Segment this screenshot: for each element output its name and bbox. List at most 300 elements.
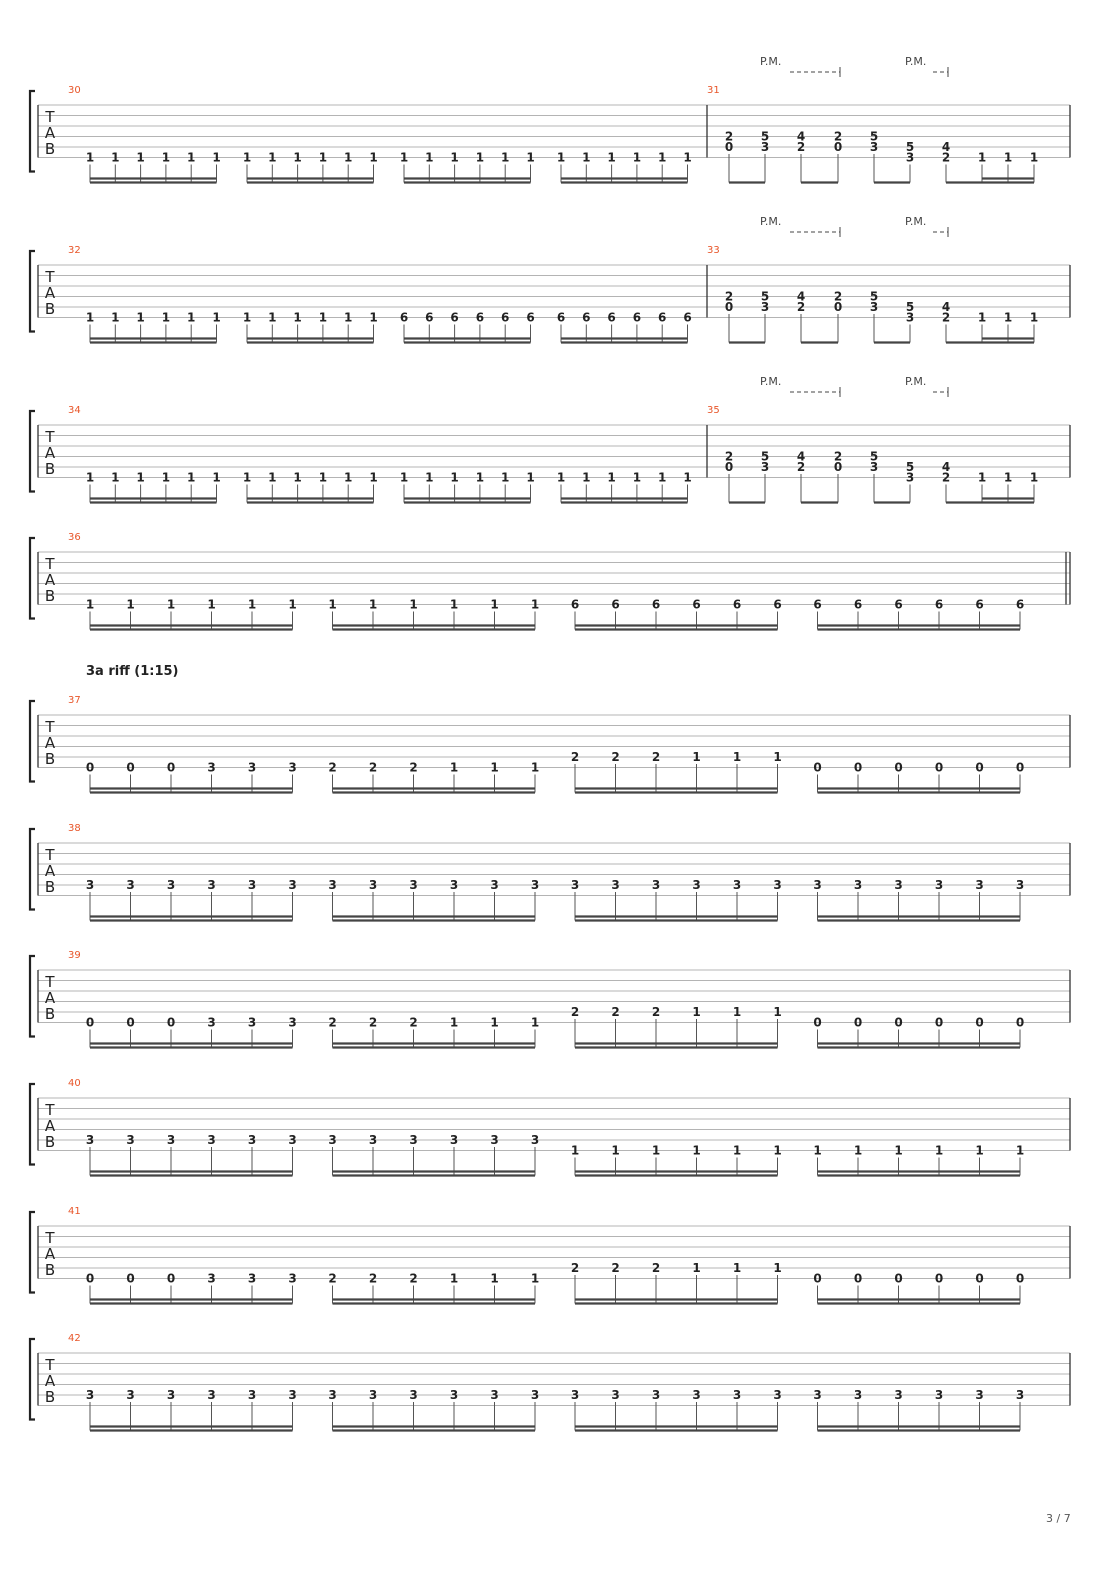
tab-clef-letter: A bbox=[44, 1117, 56, 1135]
fret-number: 0 bbox=[853, 1015, 863, 1030]
tab-clef-letter: B bbox=[44, 1261, 56, 1279]
tab-clef-letter: T bbox=[45, 555, 55, 573]
fret-number: 1 bbox=[425, 470, 434, 485]
fret-number: 1 bbox=[161, 150, 171, 165]
fret-number: 3 bbox=[530, 1388, 540, 1402]
fret-number: 6 bbox=[894, 597, 903, 612]
section-label: 3a riff (1:15) bbox=[86, 664, 179, 679]
fret-number: 5 bbox=[760, 449, 770, 464]
fret-number: 3 bbox=[732, 1388, 742, 1402]
fret-number: 1 bbox=[1029, 470, 1039, 485]
fret-number: 4 bbox=[941, 460, 951, 474]
fret-number: 4 bbox=[796, 129, 806, 144]
tab-system bbox=[30, 695, 1070, 793]
fret-number: 0 bbox=[853, 760, 863, 775]
fret-number: 3 bbox=[651, 1388, 661, 1402]
fret-number: 0 bbox=[934, 760, 944, 775]
fret-number: 3 bbox=[611, 1388, 620, 1402]
fret-number: 3 bbox=[247, 1271, 257, 1286]
tab-system bbox=[30, 823, 1070, 921]
fret-number: 1 bbox=[1003, 470, 1013, 485]
tab-clef-letter: A bbox=[44, 1372, 56, 1390]
fret-number: 3 bbox=[85, 1388, 95, 1402]
tab-clef-letter: B bbox=[44, 1005, 56, 1023]
tab-clef-letter: B bbox=[44, 300, 56, 318]
fret-number: 3 bbox=[934, 1388, 944, 1402]
fret-number: 1 bbox=[344, 310, 353, 325]
tab-clef-letter: A bbox=[44, 734, 56, 752]
fret-number: 3 bbox=[449, 878, 459, 892]
fret-number: 6 bbox=[683, 310, 692, 325]
fret-number: 1 bbox=[651, 1143, 661, 1158]
system-bracket bbox=[30, 91, 35, 172]
fret-number: 1 bbox=[773, 750, 782, 764]
page-number: 3 / 7 bbox=[1046, 1512, 1071, 1525]
fret-number: 1 bbox=[658, 470, 667, 485]
fret-number: 3 bbox=[760, 300, 770, 314]
fret-number: 0 bbox=[833, 140, 843, 154]
fret-number: 3 bbox=[207, 1271, 216, 1286]
fret-number: 3 bbox=[894, 878, 903, 892]
palm-mute-label: P.M. bbox=[905, 215, 927, 228]
fret-number: 1 bbox=[293, 310, 302, 325]
fret-number: 2 bbox=[833, 129, 843, 144]
fret-number: 1 bbox=[368, 597, 378, 612]
fret-number: 1 bbox=[607, 470, 616, 485]
fret-number: 0 bbox=[934, 1271, 944, 1286]
fret-number: 2 bbox=[724, 129, 734, 144]
fret-number: 3 bbox=[905, 310, 915, 325]
fret-number: 0 bbox=[813, 1015, 822, 1030]
fret-number: 1 bbox=[369, 470, 378, 485]
fret-number: 1 bbox=[692, 750, 701, 764]
palm-mute-label: P.M. bbox=[760, 55, 782, 68]
fret-number: 0 bbox=[975, 1015, 984, 1030]
fret-number: 1 bbox=[450, 150, 459, 165]
fret-number: 6 bbox=[475, 310, 485, 325]
fret-number: 0 bbox=[1015, 1015, 1025, 1030]
fret-number: 0 bbox=[85, 760, 95, 775]
fret-number: 3 bbox=[85, 1133, 95, 1147]
fret-number: 3 bbox=[207, 1133, 216, 1147]
fret-number: 1 bbox=[161, 470, 171, 485]
fret-number: 3 bbox=[328, 1388, 337, 1402]
measure-number: 40 bbox=[68, 1078, 81, 1089]
fret-number: 1 bbox=[85, 310, 95, 325]
fret-number: 2 bbox=[941, 310, 951, 325]
fret-number: 0 bbox=[166, 1271, 176, 1286]
measure-number: 32 bbox=[68, 245, 81, 256]
fret-number: 3 bbox=[869, 300, 879, 314]
fret-number: 6 bbox=[692, 597, 701, 612]
palm-mute-label: P.M. bbox=[760, 375, 782, 388]
fret-number: 1 bbox=[111, 150, 120, 165]
fret-number: 1 bbox=[977, 150, 987, 165]
fret-number: 3 bbox=[975, 878, 984, 892]
fret-number: 6 bbox=[975, 597, 984, 612]
fret-number: 2 bbox=[409, 760, 418, 775]
tab-system bbox=[30, 55, 1070, 183]
fret-number: 1 bbox=[530, 1271, 540, 1286]
fret-number: 2 bbox=[328, 760, 337, 775]
fret-number: 1 bbox=[293, 470, 302, 485]
fret-number: 3 bbox=[247, 1015, 257, 1030]
fret-number: 1 bbox=[490, 760, 499, 775]
fret-number: 1 bbox=[556, 470, 566, 485]
fret-number: 1 bbox=[1029, 310, 1039, 325]
tab-clef-letter: A bbox=[44, 444, 56, 462]
fret-number: 3 bbox=[894, 1388, 903, 1402]
fret-number: 1 bbox=[773, 1005, 782, 1019]
fret-number: 3 bbox=[247, 760, 257, 775]
fret-number: 1 bbox=[242, 310, 252, 325]
fret-number: 3 bbox=[126, 878, 135, 892]
fret-number: 0 bbox=[894, 760, 903, 775]
fret-number: 2 bbox=[328, 1015, 337, 1030]
tab-system bbox=[30, 1333, 1070, 1431]
fret-number: 1 bbox=[369, 150, 378, 165]
fret-number: 3 bbox=[490, 1133, 499, 1147]
fret-number: 3 bbox=[490, 1388, 499, 1402]
fret-number: 0 bbox=[894, 1271, 903, 1286]
fret-number: 3 bbox=[530, 878, 540, 892]
palm-mute-label: P.M. bbox=[905, 375, 927, 388]
fret-number: 1 bbox=[556, 150, 566, 165]
fret-number: 1 bbox=[570, 1143, 580, 1158]
tab-clef-letter: T bbox=[45, 718, 55, 736]
tab-clef-letter: A bbox=[44, 571, 56, 589]
system-bracket bbox=[30, 1084, 35, 1165]
fret-number: 2 bbox=[724, 289, 734, 304]
fret-number: 0 bbox=[724, 460, 734, 474]
fret-number: 1 bbox=[268, 150, 277, 165]
fret-number: 1 bbox=[530, 760, 540, 775]
fret-number: 3 bbox=[611, 878, 620, 892]
tab-system bbox=[30, 1206, 1070, 1304]
fret-number: 6 bbox=[425, 310, 434, 325]
fret-number: 5 bbox=[905, 300, 915, 314]
fret-number: 1 bbox=[732, 1143, 742, 1158]
fret-number: 3 bbox=[85, 878, 95, 892]
fret-number: 3 bbox=[288, 1015, 297, 1030]
fret-number: 3 bbox=[813, 1388, 822, 1402]
fret-number: 1 bbox=[611, 1143, 620, 1158]
fret-number: 3 bbox=[409, 1388, 418, 1402]
fret-number: 2 bbox=[409, 1271, 418, 1286]
fret-number: 1 bbox=[773, 1143, 782, 1158]
tab-clef-letter: B bbox=[44, 140, 56, 158]
measure-number: 36 bbox=[68, 532, 81, 543]
fret-number: 1 bbox=[490, 1271, 499, 1286]
fret-number: 0 bbox=[126, 1015, 135, 1030]
tab-clef-letter: A bbox=[44, 124, 56, 142]
fret-number: 0 bbox=[833, 300, 843, 314]
fret-number: 0 bbox=[166, 1015, 176, 1030]
fret-number: 0 bbox=[975, 760, 984, 775]
fret-number: 6 bbox=[570, 597, 580, 612]
fret-number: 2 bbox=[796, 300, 806, 314]
fret-number: 6 bbox=[651, 597, 661, 612]
fret-number: 3 bbox=[530, 1133, 540, 1147]
measure-number: 35 bbox=[707, 405, 720, 416]
tab-clef-letter: T bbox=[45, 1101, 55, 1119]
measure-number: 33 bbox=[707, 245, 720, 256]
fret-number: 5 bbox=[905, 460, 915, 474]
fret-number: 3 bbox=[853, 1388, 863, 1402]
tab-system bbox=[30, 950, 1070, 1048]
measure-number: 41 bbox=[68, 1206, 81, 1217]
fret-number: 6 bbox=[1015, 597, 1025, 612]
fret-number: 1 bbox=[813, 1143, 822, 1158]
fret-number: 2 bbox=[368, 1271, 378, 1286]
fret-number: 3 bbox=[166, 1133, 176, 1147]
system-bracket bbox=[30, 829, 35, 910]
palm-mute-label: P.M. bbox=[760, 215, 782, 228]
fret-number: 3 bbox=[409, 878, 418, 892]
fret-number: 2 bbox=[651, 750, 661, 764]
tab-system bbox=[30, 1078, 1070, 1176]
fret-number: 1 bbox=[111, 310, 120, 325]
fret-number: 1 bbox=[475, 470, 485, 485]
fret-number: 5 bbox=[869, 129, 879, 144]
tab-clef-letter: T bbox=[45, 268, 55, 286]
fret-number: 1 bbox=[126, 597, 135, 612]
palm-mute-label: P.M. bbox=[905, 55, 927, 68]
fret-number: 1 bbox=[632, 150, 642, 165]
fret-number: 1 bbox=[136, 470, 145, 485]
tab-clef-letter: A bbox=[44, 862, 56, 880]
tab-clef-letter: B bbox=[44, 1133, 56, 1151]
fret-number: 1 bbox=[853, 1143, 863, 1158]
fret-number: 1 bbox=[1003, 150, 1013, 165]
fret-number: 3 bbox=[813, 878, 822, 892]
fret-number: 1 bbox=[212, 310, 221, 325]
fret-number: 6 bbox=[526, 310, 535, 325]
fret-number: 3 bbox=[905, 150, 915, 165]
fret-number: 3 bbox=[368, 1133, 378, 1147]
fret-number: 1 bbox=[934, 1143, 944, 1158]
fret-number: 1 bbox=[1015, 1143, 1025, 1158]
fret-number: 1 bbox=[449, 1271, 459, 1286]
tab-clef-letter: A bbox=[44, 1245, 56, 1263]
fret-number: 6 bbox=[658, 310, 667, 325]
fret-number: 1 bbox=[582, 470, 591, 485]
fret-number: 3 bbox=[409, 1133, 418, 1147]
fret-number: 1 bbox=[344, 470, 353, 485]
fret-number: 1 bbox=[530, 1015, 540, 1030]
tab-clef-letter: A bbox=[44, 989, 56, 1007]
fret-number: 0 bbox=[85, 1271, 95, 1286]
fret-number: 1 bbox=[399, 150, 409, 165]
system-bracket bbox=[30, 1339, 35, 1420]
system-bracket bbox=[30, 538, 35, 619]
fret-number: 1 bbox=[328, 597, 337, 612]
fret-number: 1 bbox=[318, 310, 328, 325]
fret-number: 3 bbox=[760, 140, 770, 154]
tab-clef-letter: B bbox=[44, 1388, 56, 1406]
fret-number: 0 bbox=[724, 140, 734, 154]
fret-number: 1 bbox=[607, 150, 616, 165]
fret-number: 0 bbox=[126, 1271, 135, 1286]
fret-number: 1 bbox=[975, 1143, 984, 1158]
fret-number: 1 bbox=[977, 470, 987, 485]
fret-number: 1 bbox=[166, 597, 176, 612]
fret-number: 0 bbox=[934, 1015, 944, 1030]
fret-number: 1 bbox=[318, 150, 328, 165]
fret-number: 1 bbox=[449, 1015, 459, 1030]
fret-number: 6 bbox=[556, 310, 566, 325]
fret-number: 2 bbox=[328, 1271, 337, 1286]
fret-number: 1 bbox=[425, 150, 434, 165]
fret-number: 1 bbox=[288, 597, 297, 612]
fret-number: 1 bbox=[732, 1005, 742, 1019]
fret-number: 3 bbox=[651, 878, 661, 892]
fret-number: 2 bbox=[611, 1261, 620, 1275]
fret-number: 3 bbox=[449, 1388, 459, 1402]
fret-number: 6 bbox=[853, 597, 863, 612]
fret-number: 1 bbox=[212, 470, 221, 485]
fret-number: 1 bbox=[773, 1261, 782, 1275]
fret-number: 1 bbox=[399, 470, 409, 485]
fret-number: 3 bbox=[368, 1388, 378, 1402]
tab-clef-letter: T bbox=[45, 1229, 55, 1247]
fret-number: 2 bbox=[941, 150, 951, 165]
measure-number: 39 bbox=[68, 950, 81, 961]
fret-number: 6 bbox=[773, 597, 782, 612]
fret-number: 1 bbox=[207, 597, 216, 612]
fret-number: 5 bbox=[905, 140, 915, 154]
fret-number: 3 bbox=[869, 140, 879, 154]
fret-number: 1 bbox=[212, 150, 221, 165]
tab-clef-letter: T bbox=[45, 428, 55, 446]
fret-number: 0 bbox=[813, 1271, 822, 1286]
fret-number: 1 bbox=[187, 310, 196, 325]
fret-number: 1 bbox=[526, 150, 535, 165]
fret-number: 0 bbox=[126, 760, 135, 775]
fret-number: 3 bbox=[760, 460, 770, 474]
fret-number: 1 bbox=[490, 1015, 499, 1030]
fret-number: 2 bbox=[796, 460, 806, 474]
fret-number: 1 bbox=[449, 597, 459, 612]
fret-number: 3 bbox=[207, 878, 216, 892]
fret-number: 1 bbox=[85, 597, 95, 612]
system-bracket bbox=[30, 701, 35, 782]
fret-number: 5 bbox=[869, 449, 879, 464]
fret-number: 3 bbox=[126, 1388, 135, 1402]
fret-number: 2 bbox=[796, 140, 806, 154]
fret-number: 1 bbox=[85, 470, 95, 485]
fret-number: 1 bbox=[111, 470, 120, 485]
tab-clef-letter: T bbox=[45, 108, 55, 126]
measure-number: 31 bbox=[707, 85, 720, 96]
fret-number: 0 bbox=[85, 1015, 95, 1030]
fret-number: 3 bbox=[1015, 878, 1025, 892]
fret-number: 3 bbox=[328, 1133, 337, 1147]
fret-number: 3 bbox=[732, 878, 742, 892]
tab-clef-letter: B bbox=[44, 460, 56, 478]
fret-number: 3 bbox=[207, 1015, 216, 1030]
fret-number: 3 bbox=[975, 1388, 984, 1402]
fret-number: 4 bbox=[941, 140, 951, 154]
tab-clef-letter: T bbox=[45, 973, 55, 991]
fret-number: 1 bbox=[136, 150, 145, 165]
fret-number: 2 bbox=[611, 750, 620, 764]
fret-number: 1 bbox=[582, 150, 591, 165]
fret-number: 1 bbox=[490, 597, 499, 612]
fret-number: 3 bbox=[773, 878, 782, 892]
fret-number: 1 bbox=[187, 150, 196, 165]
fret-number: 3 bbox=[570, 1388, 580, 1402]
fret-number: 0 bbox=[894, 1015, 903, 1030]
fret-number: 3 bbox=[247, 1388, 257, 1402]
fret-number: 3 bbox=[934, 878, 944, 892]
fret-number: 1 bbox=[692, 1261, 701, 1275]
system-bracket bbox=[30, 251, 35, 332]
fret-number: 3 bbox=[288, 760, 297, 775]
tab-clef-letter: T bbox=[45, 1356, 55, 1374]
fret-number: 3 bbox=[328, 878, 337, 892]
fret-number: 1 bbox=[530, 597, 540, 612]
fret-number: 1 bbox=[369, 310, 378, 325]
system-bracket bbox=[30, 411, 35, 492]
fret-number: 1 bbox=[242, 470, 252, 485]
fret-number: 1 bbox=[1003, 310, 1013, 325]
fret-number: 0 bbox=[1015, 1271, 1025, 1286]
fret-number: 2 bbox=[611, 1005, 620, 1019]
fret-number: 3 bbox=[207, 760, 216, 775]
fret-number: 3 bbox=[288, 1271, 297, 1286]
fret-number: 1 bbox=[732, 750, 742, 764]
measure-number: 34 bbox=[68, 405, 81, 416]
measure-number: 38 bbox=[68, 823, 81, 834]
tab-system bbox=[30, 375, 1070, 503]
fret-number: 3 bbox=[449, 1133, 459, 1147]
fret-number: 5 bbox=[869, 289, 879, 304]
fret-number: 3 bbox=[288, 878, 297, 892]
fret-number: 1 bbox=[894, 1143, 903, 1158]
measure-number: 30 bbox=[68, 85, 81, 96]
fret-number: 1 bbox=[658, 150, 667, 165]
fret-number: 0 bbox=[813, 760, 822, 775]
fret-number: 6 bbox=[450, 310, 459, 325]
fret-number: 2 bbox=[941, 470, 951, 485]
measure-number: 37 bbox=[68, 695, 81, 706]
fret-number: 1 bbox=[526, 470, 535, 485]
fret-number: 1 bbox=[247, 597, 257, 612]
fret-number: 3 bbox=[166, 878, 176, 892]
fret-number: 3 bbox=[869, 460, 879, 474]
fret-number: 6 bbox=[611, 597, 620, 612]
tab-system bbox=[30, 215, 1070, 343]
fret-number: 1 bbox=[732, 1261, 742, 1275]
fret-number: 1 bbox=[136, 310, 145, 325]
fret-number: 1 bbox=[692, 1005, 701, 1019]
fret-number: 1 bbox=[268, 470, 277, 485]
fret-number: 3 bbox=[247, 1133, 257, 1147]
fret-number: 6 bbox=[732, 597, 742, 612]
fret-number: 3 bbox=[692, 878, 701, 892]
fret-number: 1 bbox=[632, 470, 642, 485]
fret-number: 3 bbox=[368, 878, 378, 892]
tab-clef-letter: T bbox=[45, 846, 55, 864]
fret-number: 3 bbox=[288, 1133, 297, 1147]
fret-number: 2 bbox=[833, 449, 843, 464]
fret-number: 3 bbox=[288, 1388, 297, 1402]
fret-number: 6 bbox=[582, 310, 591, 325]
fret-number: 1 bbox=[449, 760, 459, 775]
fret-number: 1 bbox=[409, 597, 418, 612]
fret-number: 1 bbox=[85, 150, 95, 165]
